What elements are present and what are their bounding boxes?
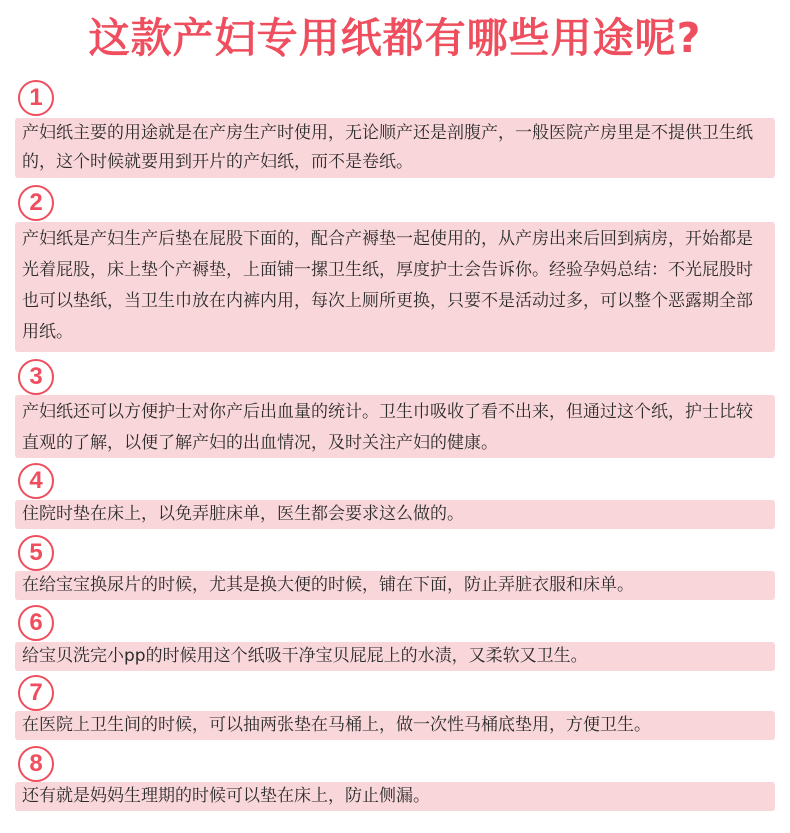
use-text: 给宝贝洗完小pp的时候用这个纸吸干净宝贝屁屁上的水渍，又柔软又卫生。 (15, 642, 775, 671)
use-text: 产妇纸主要的用途就是在产房生产时使用，无论顺产还是剖腹产，一般医院产房里是不提供卫生纸的，这个时候就要用到开片的产妇纸，而不是卷纸。 (15, 118, 775, 178)
number-badge: 1 (18, 80, 54, 116)
number-badge: 2 (18, 185, 54, 221)
use-text: 在给宝宝换尿片的时候，尤其是换大便的时候，铺在下面，防止弄脏衣服和床单。 (15, 571, 775, 600)
number-badge: 8 (18, 746, 54, 782)
number-badge: 6 (18, 605, 54, 641)
number-badge: 3 (18, 359, 54, 395)
number-badge: 4 (18, 463, 54, 499)
page-title: 这款产妇专用纸都有哪些用途呢? (88, 14, 702, 62)
use-text: 在医院上卫生间的时候，可以抽两张垫在马桶上，做一次性马桶底垫用，方便卫生。 (15, 711, 775, 740)
number-badge: 7 (18, 675, 54, 711)
use-text: 住院时垫在床上，以免弄脏床单，医生都会要求这么做的。 (15, 500, 775, 529)
use-text: 产妇纸还可以方便护士对你产后出血量的统计。卫生巾吸收了看不出来，但通过这个纸，护士比较直观的了解，以便了解产妇的出血情况，及时关注产妇的健康。 (15, 395, 775, 458)
number-badge: 5 (18, 535, 54, 571)
use-text: 产妇纸是产妇生产后垫在屁股下面的，配合产褥垫一起使用的，从产房出来后回到病房，开始都是光着屁股，床上垫个产褥垫，上面铺一摞卫生纸，厚度护士会告诉你。经验孕妈总结：不光屁股时也可以垫纸，当卫生巾放在内裤内用，每次上厕所更换，只要不是活动过多，可以整个恶露期全部用纸。 (15, 222, 775, 352)
use-text: 还有就是妈妈生理期的时候可以垫在床上，防止侧漏。 (15, 782, 775, 811)
